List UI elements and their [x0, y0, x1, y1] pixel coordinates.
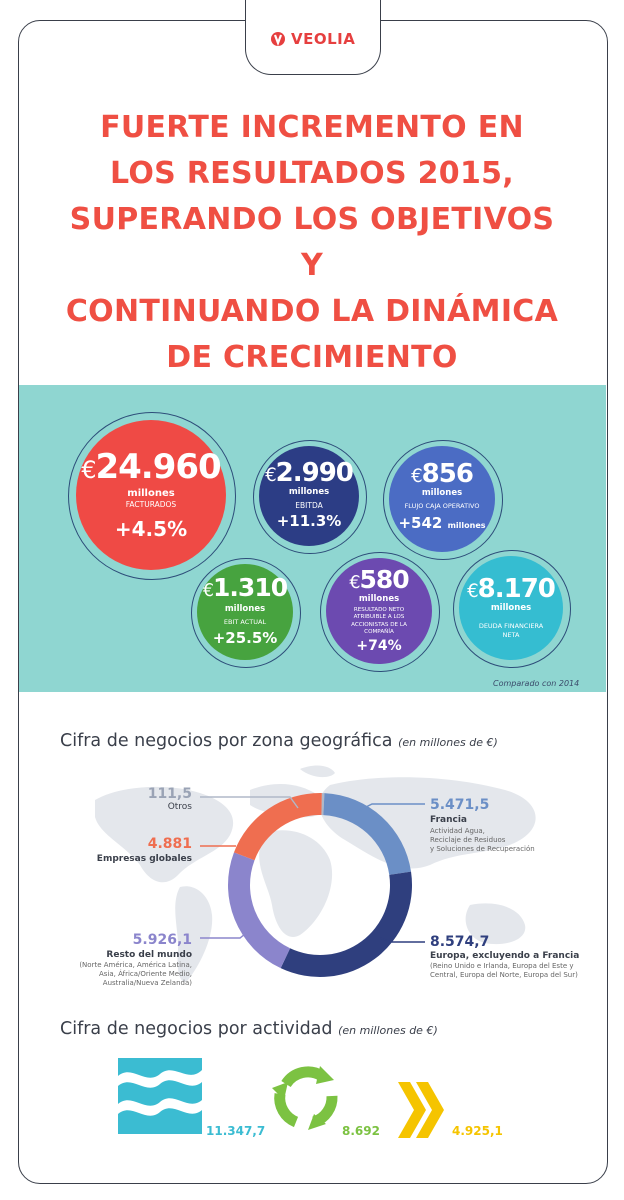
kpi-net-income: [326, 558, 432, 664]
activity-value-energy: 4.925,1: [452, 1124, 503, 1138]
kpi-unit: millones: [490, 602, 532, 613]
kpi-value: 8.170: [477, 573, 555, 604]
geo-connectors: [0, 780, 624, 960]
kpi-label: DEUDA FINANCIERA NETA: [478, 621, 544, 639]
kpi-value: 1.310: [213, 573, 288, 602]
kpi-value: 24.960: [95, 447, 221, 488]
geo-detail-francia: Actividad Agua, Reciclaje de Residuos y Soluciones de Recuperación: [430, 827, 535, 853]
geo-label-globales: Empresas globales: [96, 854, 192, 864]
currency-symbol: €: [202, 581, 214, 601]
kpi-label: FLUJO CAJA OPERATIVO: [404, 502, 480, 511]
kpi-revenue: [76, 420, 226, 570]
kpi-label: EBIT ACTUAL: [223, 617, 267, 626]
geo-detail-resto: (Norte América, América Latina, Asia, África/Oriente Medio, Australia/Nueva Zelanda): [79, 961, 192, 987]
activity-section-title: [60, 1019, 438, 1039]
kpi-ebit: [197, 564, 293, 660]
activity-value-waste: 8.692: [342, 1124, 380, 1138]
recycling-arrows-icon: [270, 1062, 342, 1134]
kpi-change: +4.5%: [114, 516, 188, 541]
headline-line: DE CRECIMIENTO: [166, 340, 458, 375]
kpi-unit: millones: [421, 488, 463, 499]
kpi-change: +25.5%: [212, 629, 278, 647]
geo-value-francia: 5.471,5: [430, 797, 490, 813]
kpi-change: +542: [398, 513, 443, 532]
headline-line: LOS RESULTADOS 2015,: [109, 156, 514, 191]
logo-text: VEOLIA: [291, 30, 356, 48]
activity-title-note: (en millones de €): [338, 1024, 438, 1037]
headline-line: CONTINUANDO LA DINÁMICA: [65, 294, 559, 329]
headline-line: Y: [300, 248, 324, 283]
kpi-label: FACTURADOS: [125, 500, 177, 510]
currency-symbol: €: [265, 464, 276, 486]
kpi-unit: millones: [358, 593, 400, 604]
kpi-unit: millones: [288, 486, 330, 497]
geo-section-title: [60, 731, 498, 751]
kpi-label: EBITDA: [295, 500, 323, 510]
veolia-logo-icon: [270, 31, 286, 47]
currency-symbol: €: [81, 456, 96, 485]
currency-symbol: €: [467, 580, 478, 602]
energy-chevrons-icon: [398, 1082, 448, 1138]
geo-value-resto: 5.926,1: [132, 932, 192, 948]
headline-line: SUPERANDO LOS OBJETIVOS: [69, 202, 555, 237]
kpi-unit: millones: [224, 603, 266, 614]
kpi-change-unit: millones: [447, 520, 486, 530]
kpi-cashflow: [389, 446, 495, 552]
currency-symbol: €: [349, 573, 360, 594]
kpi-value: 2.990: [275, 457, 353, 488]
geo-label-otros: Otros: [167, 802, 192, 812]
kpi-value: 856: [421, 459, 473, 490]
headline-line: FUERTE INCREMENTO EN: [100, 110, 524, 145]
geo-detail-europa: (Reino Unido e Irlanda, Europa del Este y Central, Europa del Norte, Europa del Sur): [430, 962, 578, 979]
geo-label-francia: Francia: [430, 815, 467, 825]
kpi-net-debt: [459, 556, 563, 660]
kpi-label: RESULTADO NETO ATRIBUIBLE A LOS ACCIONISTAS DE LA COMPAÑÍA: [351, 606, 407, 636]
kpi-unit: millones: [127, 488, 175, 500]
activity-value-water: 11.347,7: [206, 1124, 266, 1138]
geo-label-resto: Resto del mundo: [106, 950, 192, 960]
geo-title-note: (en millones de €): [398, 736, 498, 749]
kpi-value: 580: [359, 565, 409, 595]
kpi-change: +11.3%: [276, 512, 342, 531]
geo-label-europa: Europa, excluyendo a Francia: [430, 951, 580, 961]
comparison-note: Comparado con 2014: [493, 679, 580, 688]
geo-value-globales: 4.881: [147, 836, 192, 852]
veolia-logo: [270, 30, 355, 48]
geo-value-europa: 8.574,7: [430, 934, 490, 950]
geo-value-otros: 111,5: [147, 786, 192, 802]
currency-symbol: €: [411, 466, 422, 488]
kpi-change: +74%: [356, 637, 402, 654]
headline: [20, 105, 604, 381]
activity-title: Cifra de negocios por actividad: [60, 1019, 333, 1039]
water-waves-icon: [118, 1054, 202, 1138]
geo-title: Cifra de negocios por zona geográfica: [60, 731, 393, 751]
kpi-ebitda: [259, 446, 359, 546]
